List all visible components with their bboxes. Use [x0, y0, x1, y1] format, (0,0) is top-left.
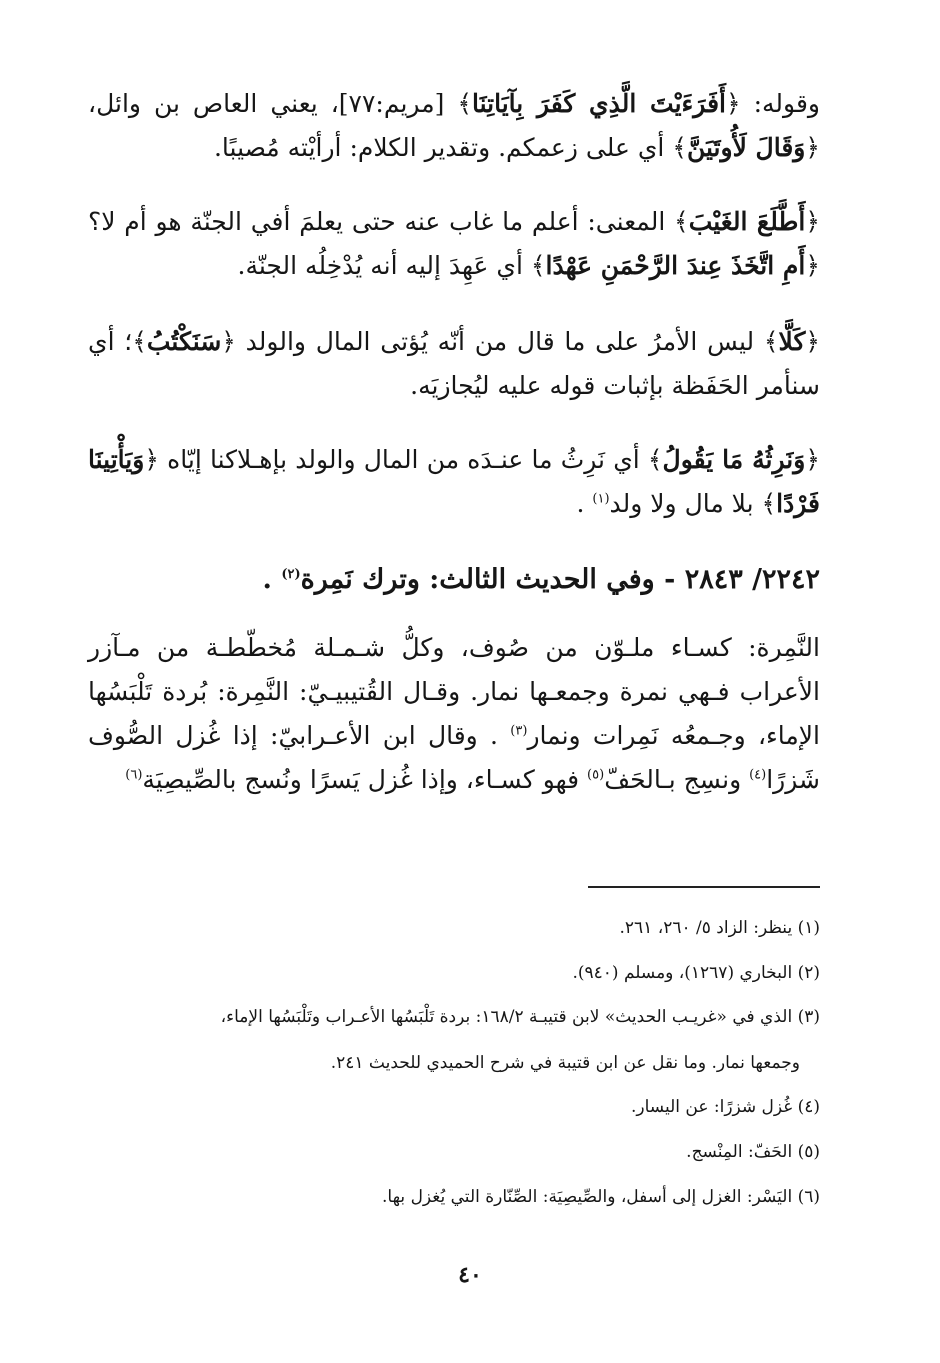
heading-text: ٢٢٤٢/ ٢٨٤٣ - وفي الحديث الثالث: وترك نَمِرة: [300, 564, 820, 595]
text-segment: ﴾؛ أي سنأمر الحَفَظة بإثبات قوله عليه ليُجازيَه.: [88, 327, 820, 400]
quran-quote: وَيَأْتِينَا فَرْدًا: [88, 445, 820, 518]
footnote-1: (١) ينظر: الزاد ٥/ ٢٦٠، ٢٦١.: [619, 918, 820, 938]
text-segment: ﴾ أي على زعمكم. وتقدير الكلام: أرأيْته مُصيبًا.: [213, 133, 687, 162]
text-segment: النَّمِرة: كسـاء ملـوّن من صُوف، وكلُّ شـمـلة مُخطّطـة من مـآزر الأعراب فـهي نمرة وجمعـها نمار. وقـال القُتيبيـيّ: النَّمِرة: بُردة تَلْبَسُها الإماء، وجـمعُه نَمِرات ونمار: [88, 633, 820, 750]
quran-quote: كَلَّا: [778, 327, 806, 356]
text-segment: .: [576, 489, 593, 518]
footnote-marker: (٥): [587, 767, 605, 783]
footnote-marker: (٦): [125, 767, 143, 783]
footnote-6: (٦) اليَسْر: الغزل إلى أسفل، والصِّيصِيَة: الصِّنّارة التي يُغزل بها.: [382, 1187, 820, 1207]
quran-quote: أَطَّلَعَ الغَيْبَ: [688, 207, 806, 236]
footnote-marker: (٤): [749, 767, 767, 783]
text-segment: ﴿: [805, 445, 820, 474]
heading-tail: .: [262, 564, 282, 595]
page-number: ٤٠: [458, 1262, 482, 1288]
footnote-3: (٣) الذي في «غريـب الحديث» لابن قتيبـة ١٦٨/٢: بردة تَلْبَسُها الأعـراب وتَلْبَسُها الإماء،: [220, 1007, 820, 1027]
text-segment: ﴾ المعنى: أعلم ما غاب عنه حتى يعلمَ أفي الجنّة هو أم لا؟ ﴿: [88, 207, 820, 280]
text-segment: ﴿: [805, 327, 821, 356]
footnote-4: (٤) غُزل شزرًا: عن اليسار.: [630, 1097, 820, 1117]
footnote-5: (٥) الحَفّ: المِنْسج.: [686, 1142, 820, 1162]
text-segment: ﴿: [805, 207, 820, 236]
quran-quote: وَقَالَ لَأُوتَيَنَّ: [686, 133, 806, 162]
text-segment: ﴾ أي عَهِدَ إليه أنه يُدْخِلُه الجنّة.: [237, 251, 546, 280]
footnote-marker: (١): [592, 491, 610, 507]
text-segment: ﴾ أي نَرِثُ ما عنـدَه من المال والولد بإهـلاكنا إيّاه ﴿: [144, 445, 663, 474]
text-segment: ﴾ [مريم:٧٧]، يعني العاص بن وائل، ﴿: [88, 89, 820, 162]
footnote-separator: [588, 886, 820, 888]
footnote-2: (٢) البخاري (١٢٦٧)، ومسلم (٩٤٠).: [572, 963, 820, 983]
footnote-marker: (٢): [281, 567, 301, 582]
paragraph-verse-77: [88, 82, 820, 170]
quran-quote: أَمِ اتَّخَذَ عِندَ الرَّحْمَنِ عَهْدًا: [545, 251, 806, 280]
footnote-3-continuation: وجمعها نمار. وما نقل عن ابن قتيبة في شرح الحميدي للحديث ٢٤١.: [330, 1053, 800, 1073]
paragraph-ghayb: [88, 200, 820, 288]
text-segment: وقوله: ﴿: [725, 89, 820, 118]
text-segment: فهو كسـاء، وإذا غُزل يَسرًا ونُسج بالصِّيصِيَة: [142, 765, 588, 794]
quran-quote: وَنَرِثُهُ مَا يَقُولُ: [662, 445, 806, 474]
text-segment: ﴾ بلا مال ولا ولد: [609, 489, 777, 518]
hadith-heading: [88, 558, 820, 602]
paragraph-namira: [88, 626, 820, 802]
paragraph-narithuhu: [88, 438, 820, 526]
text-segment: . وقال ابن الأعـرابيّ: إذا غُزل الصُّوف شَزرًا: [88, 721, 820, 794]
footnote-marker: (٣): [510, 723, 528, 739]
text-segment: ﴾ ليس الأمرُ على ما قال من أنّه يُؤتى المال والولد ﴿: [221, 327, 779, 356]
quran-quote: سَنَكْتُبُ: [146, 327, 222, 356]
text-segment: ونسِج بـالحَفّ: [604, 765, 750, 794]
quran-quote: أَفَرَءَيْتَ الَّذِي كَفَرَ بِآيَاتِنَا: [471, 89, 726, 118]
paragraph-kalla: [88, 320, 820, 408]
